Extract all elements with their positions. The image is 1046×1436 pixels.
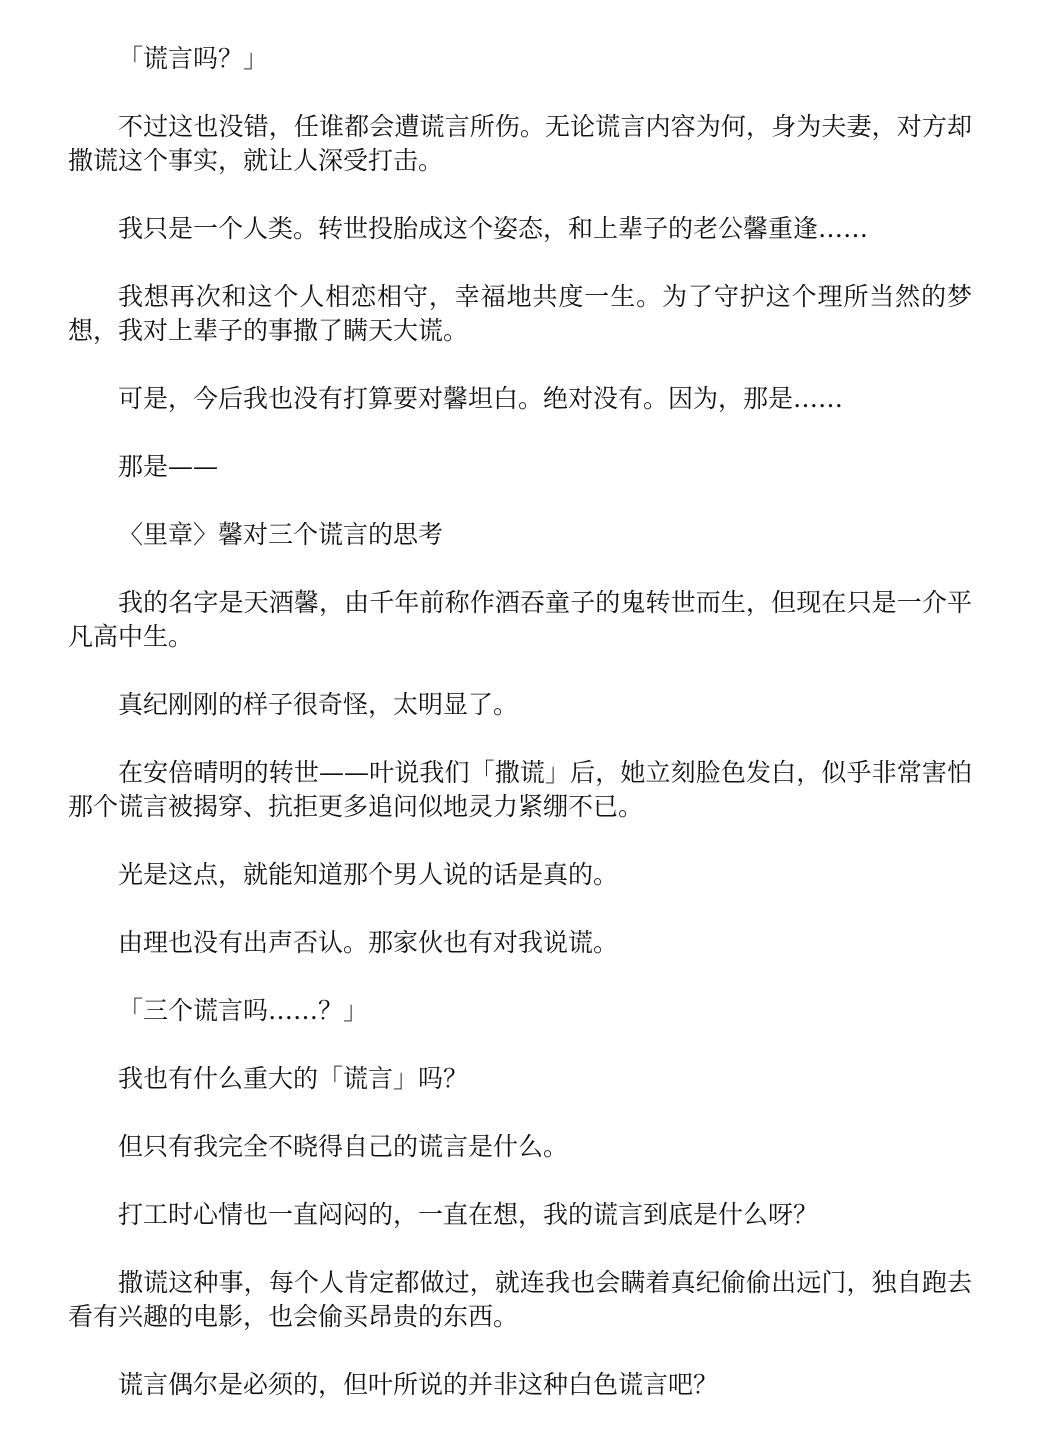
chapter-heading: 〈里章〉馨对三个谎言的思考 bbox=[118, 520, 444, 549]
paragraph-10: 在安倍晴明的转世——叶说我们「撒谎」后，她立刻脸色发白，似乎非常害怕那个谎言被揭穿、抗拒更多追问似地灵力紧绷不已。 bbox=[68, 758, 972, 821]
document-page bbox=[68, 42, 972, 1436]
paragraph-15: 但只有我完全不晓得自己的谎言是什么。 bbox=[118, 1132, 569, 1161]
paragraph-11: 光是这点，就能知道那个男人说的话是真的。 bbox=[118, 860, 619, 889]
paragraph-13: 「三个谎言吗……？」 bbox=[118, 996, 369, 1025]
paragraph-3: 我只是一个人类。转世投胎成这个姿态，和上辈子的老公馨重逢…… bbox=[118, 214, 869, 243]
paragraph-5: 可是，今后我也没有打算要对馨坦白。绝对没有。因为，那是…… bbox=[118, 384, 844, 413]
paragraph-9: 真纪刚刚的样子很奇怪，太明显了。 bbox=[118, 690, 519, 719]
paragraph-2: 不过这也没错，任谁都会遭谎言所伤。无论谎言内容为何，身为夫妻，对方却撒谎这个事实，就让人深受打击。 bbox=[68, 112, 972, 175]
paragraph-8: 我的名字是天酒馨，由千年前称作酒吞童子的鬼转世而生，但现在只是一介平凡高中生。 bbox=[68, 588, 972, 651]
paragraph-1: 「谎言吗？」 bbox=[118, 44, 269, 73]
paragraph-17: 撒谎这种事，每个人肯定都做过，就连我也会瞒着真纪偷偷出远门，独自跑去看有兴趣的电影，也会偷买昂贵的东西。 bbox=[68, 1268, 972, 1331]
paragraph-14: 我也有什么重大的「谎言」吗？ bbox=[118, 1064, 469, 1093]
paragraph-6: 那是—— bbox=[118, 452, 219, 481]
paragraph-4: 我想再次和这个人相恋相守，幸福地共度一生。为了守护这个理所当然的梦想，我对上辈子的事撒了瞒天大谎。 bbox=[68, 282, 972, 345]
paragraph-18: 谎言偶尔是必须的，但叶所说的并非这种白色谎言吧？ bbox=[118, 1370, 719, 1399]
paragraph-16: 打工时心情也一直闷闷的，一直在想，我的谎言到底是什么呀？ bbox=[118, 1200, 819, 1229]
paragraph-12: 由理也没有出声否认。那家伙也有对我说谎。 bbox=[118, 928, 619, 957]
